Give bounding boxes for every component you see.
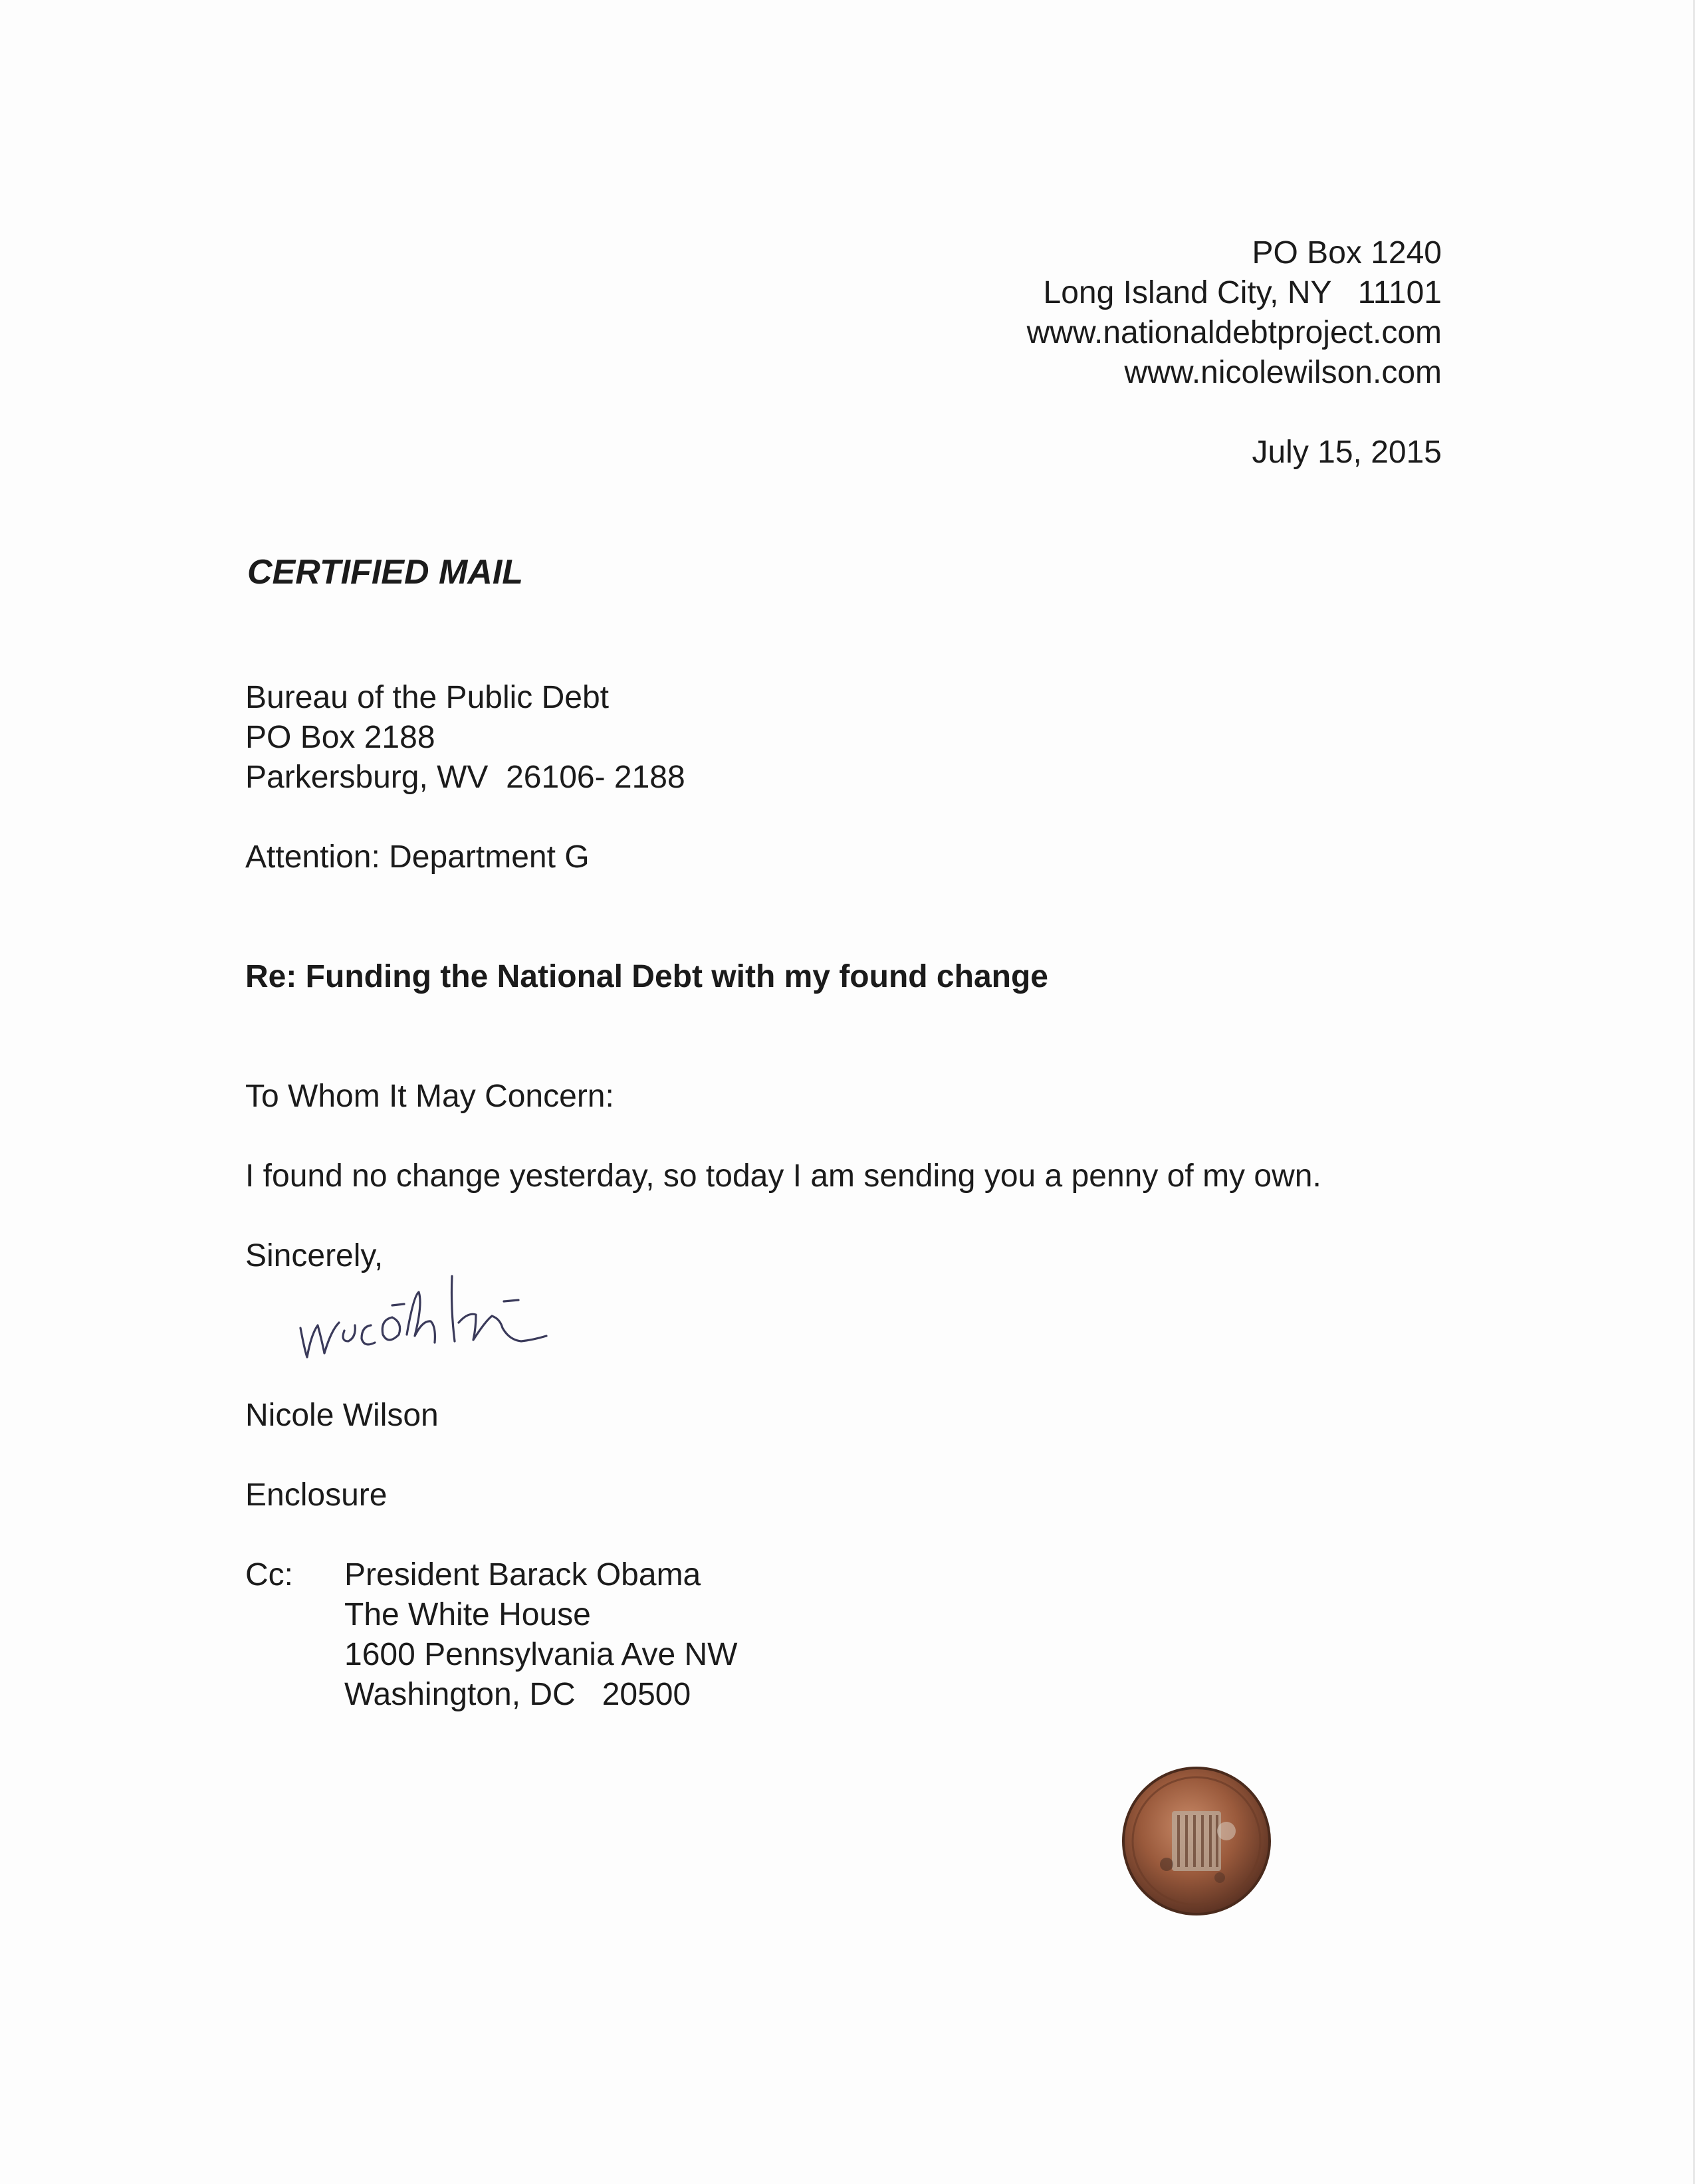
recipient-address-line: Bureau of the Public Debt	[245, 680, 610, 715]
enclosure-note: Enclosure	[245, 1477, 388, 1513]
recipient-address-block	[245, 678, 685, 798]
subject-line: Re: Funding the National Debt with my found change	[245, 959, 1048, 994]
salutation: To Whom It May Concern:	[245, 1079, 614, 1114]
cc-address-line: President Barack Obama	[344, 1557, 701, 1592]
cc-address-block	[344, 1555, 737, 1715]
letter-body: I found no change yesterday, so today I am sending you a penny of my own.	[245, 1158, 1321, 1194]
penny-coin-icon	[1120, 1765, 1273, 1917]
cc-address-line: Washington, DC 20500	[344, 1677, 691, 1712]
cc-address-line: 1600 Pennsylvania Ave NW	[344, 1637, 738, 1672]
attention-line: Attention: Department G	[245, 839, 590, 875]
recipient-address-line: Parkersburg, WV 26106- 2188	[245, 760, 685, 795]
sender-website-link: www.nicolewilson.com	[1124, 355, 1442, 390]
closing: Sincerely,	[245, 1238, 384, 1273]
signature-icon	[292, 1256, 718, 1376]
signer-name: Nicole Wilson	[245, 1398, 439, 1433]
letter-date: July 15, 2015	[1252, 435, 1442, 470]
cc-address-line: The White House	[344, 1597, 591, 1632]
certified-mail-label: CERTIFIED MAIL	[247, 553, 524, 592]
recipient-address-line: PO Box 2188	[245, 720, 435, 755]
sender-address-line: PO Box 1240	[1252, 235, 1442, 271]
cc-label: Cc:	[245, 1557, 293, 1592]
sender-address-line: Long Island City, NY 11101	[1043, 275, 1442, 310]
sender-website-link: www.nationaldebtproject.com	[1026, 315, 1442, 350]
sender-address-block	[1027, 233, 1442, 393]
